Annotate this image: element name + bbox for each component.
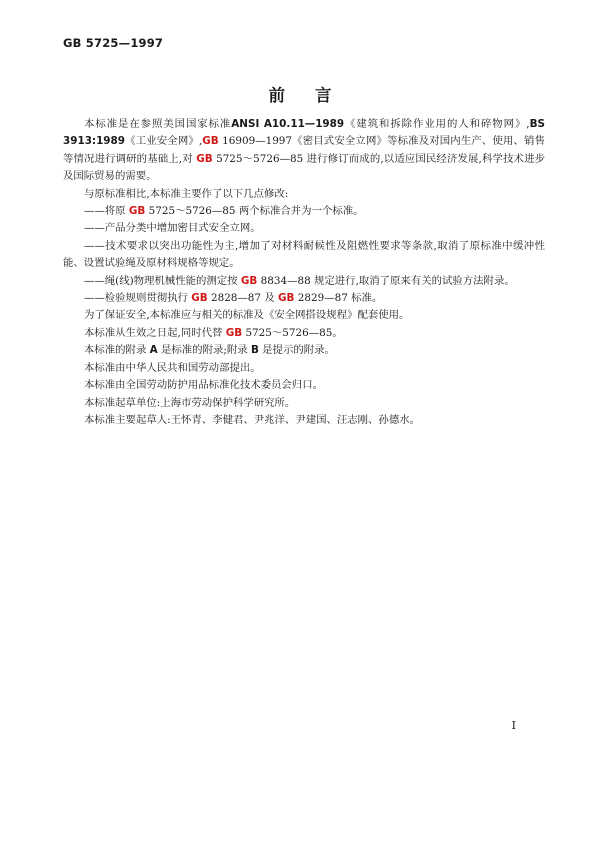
paragraph-annexes: [63, 342, 545, 359]
text-span: ——检验规则贯彻执行: [84, 292, 192, 305]
gb-highlight: GB: [202, 135, 219, 148]
text-span: 《建筑和拆除作业用的人和碎物网》,: [344, 118, 530, 130]
text-span: ——将原: [84, 205, 129, 218]
gb-highlight: GB: [191, 292, 208, 305]
paragraph-committee: 本标准由全国劳动防护用品标准化技术委员会归口。: [84, 379, 323, 392]
paragraph-change-classification: ——产品分类中增加密目式安全立网。: [84, 222, 261, 235]
annex-a-label: A: [149, 344, 158, 357]
text-span: 2828—87 及: [207, 292, 279, 305]
paragraph-proposer: 本标准由中华人民共和国劳动部提出。: [84, 361, 261, 374]
paragraph-replacement: [63, 325, 545, 342]
gb-highlight: GB: [225, 326, 243, 339]
text-span: 是提示的附录。: [258, 344, 335, 357]
text-span: 本标准从生效之日起,同时代替: [84, 326, 226, 339]
text-span: 5725～5726—85 进行修订而成的,以适应国民经济发展,科学技术进步及国际贸易的需要。: [63, 152, 545, 183]
gb-highlight: GB: [278, 292, 295, 305]
text-span: 5725～5726—85 两个标准合并为一个标准。: [145, 205, 364, 218]
page-number: I: [511, 719, 516, 732]
text-span: 《工业安全网》,: [125, 135, 203, 148]
gb-highlight: GB: [196, 152, 213, 165]
gb-highlight: GB: [128, 205, 146, 218]
text-span: ——绳(线)物理机械性能的测定按: [84, 274, 241, 287]
foreword-body: [63, 116, 545, 429]
text-span: 5725～5726—85。: [242, 326, 343, 339]
paragraph-changes-intro: 与原标准相比,本标准主要作了以下几点修改:: [84, 187, 289, 200]
bs-reference: BS 3913:1989: [63, 118, 545, 148]
page-title: 前言: [268, 86, 362, 105]
text-span: 2829—87 标准。: [294, 292, 383, 305]
paragraph-change-merge: [63, 203, 545, 220]
text-span: 是标准的附录;附录: [157, 344, 251, 357]
standard-code-header: GB 5725—1997: [63, 36, 164, 50]
text-span: 本标准的附录: [84, 344, 150, 357]
paragraph-basis: [63, 116, 545, 186]
paragraph-change-inspection: [63, 290, 545, 307]
ansi-reference: ANSI A10.11—1989: [231, 118, 345, 130]
annex-b-label: B: [250, 344, 259, 357]
paragraph-safety: 为了保证安全,本标准应与相关的标准及《安全网搭设规程》配套使用。: [84, 309, 410, 322]
paragraph-drafters: 本标准主要起草人:王怀青、李健君、尹兆洋、尹建国、汪志刚、孙德水。: [84, 413, 420, 426]
text-span: 本标准是在参照美国国家标准: [84, 118, 232, 130]
gb-highlight: GB: [240, 274, 258, 287]
text-span: 16909—1997《密目式安全立网》等标准及对国内生产、使用、销售等情况进行调研的基础上,对: [63, 135, 545, 165]
text-span: 8834—88 规定进行,取消了原来有关的试验方法附录。: [257, 274, 515, 287]
paragraph-change-testing: [63, 273, 545, 290]
paragraph-drafting-unit: 本标准起草单位:上海市劳动保护科学研究所。: [84, 396, 296, 409]
paragraph-change-requirements: ——技术要求以突出功能性为主,增加了对材料耐候性及阻燃性要求等条款,取消了原标准中缓冲性能、设置试验绳及原材料规格等规定。: [63, 239, 545, 270]
